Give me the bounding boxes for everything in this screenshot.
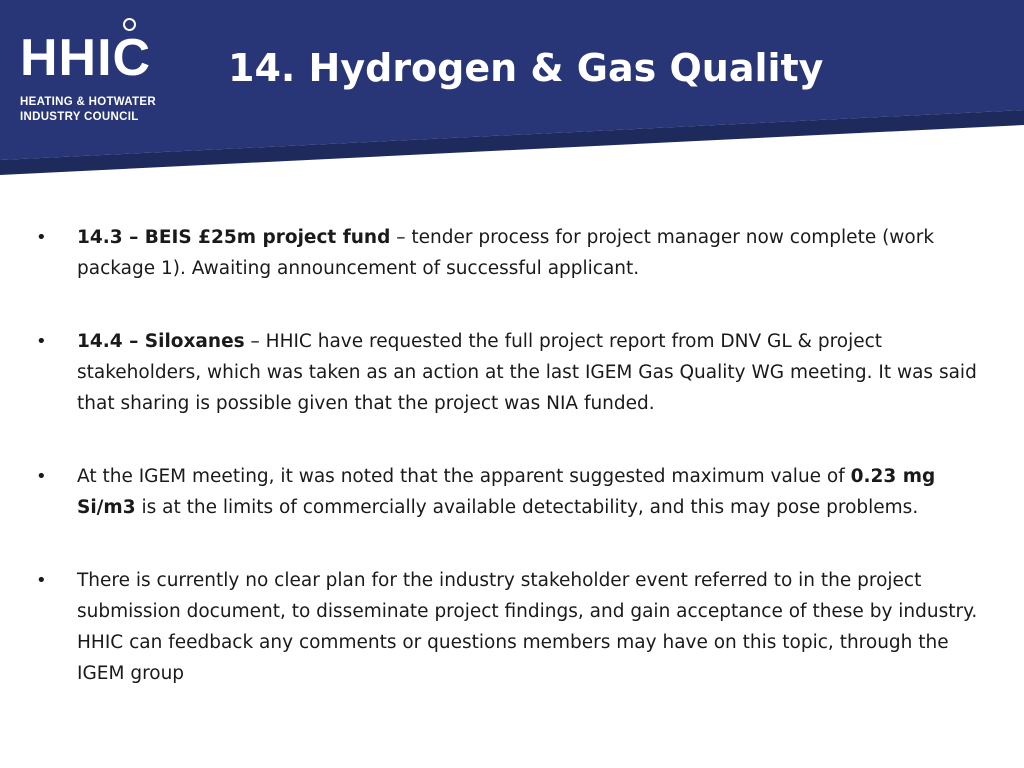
bullet-beis-fund [0,222,1024,284]
bullet-text [77,565,992,689]
bullet-igem-meeting [0,461,1024,523]
bullet-marker: • [36,331,47,352]
bullet-prefix: At the IGEM meeting, it was noted that the apparent suggested maximum value of [77,466,851,487]
bullet-stakeholder-event [0,565,1024,689]
bullet-text [77,461,992,523]
logo-mark: HHIC [20,29,152,87]
logo-line-1: HEATING & HOTWATER [20,96,156,108]
bullet-marker: • [36,227,47,248]
bullet-body: is at the limits of commercially available detectability, and this may pose problems. [135,497,919,518]
bullet-bold: 0.23 mg Si/m3 [77,466,936,518]
logo-subtitle [20,95,170,125]
logo-ring-icon [123,18,136,31]
bullet-list [0,222,1024,689]
bullet-text [77,222,992,284]
bullet-marker: • [36,466,47,487]
bullet-text [77,326,992,419]
page-title: 14. Hydrogen & Gas Quality [228,46,824,90]
bullet-siloxanes [0,326,1024,419]
bullet-body: – HHIC have requested the full project report from DNV GL & project stakeholders, which was taken as an action at the last IGEM Gas Quality WG meeting. It was said that sharing is possible given that the project was NIA funded. [77,331,977,414]
bullet-bold: 14.3 – BEIS £25m project fund [77,227,391,248]
logo-line-2: INDUSTRY COUNCIL [20,111,139,123]
header-band [0,0,1024,180]
bullet-body: – tender process for project manager now complete (work package 1). Awaiting announcement of successful applicant. [77,227,935,279]
bullet-marker: • [36,570,47,591]
hhic-logo [20,20,170,130]
bullet-body: There is currently no clear plan for the industry stakeholder event referred to in the project submission document, to disseminate project findings, and gain acceptance of these by industry. HHIC can feedback any comments or questions members may have on this topic, through the IGEM group [77,570,978,684]
bullet-bold: 14.4 – Siloxanes [77,331,245,352]
